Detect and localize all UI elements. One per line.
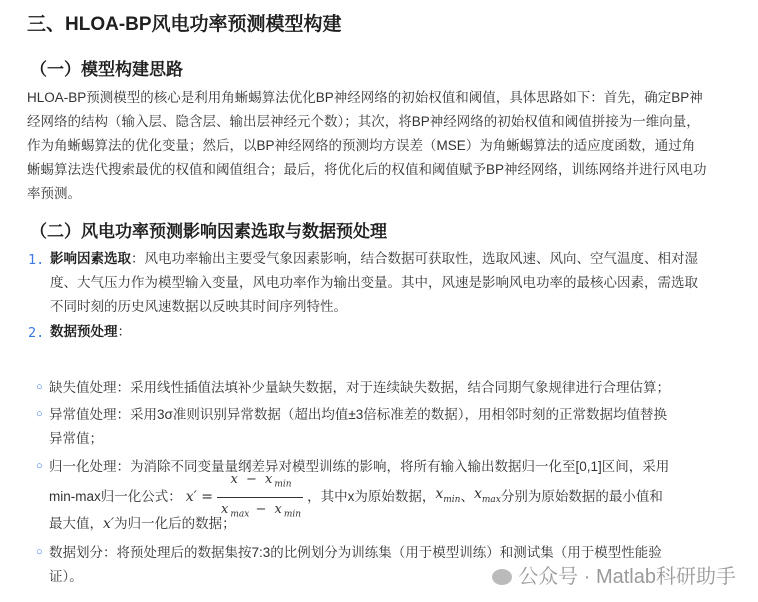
text-line: 异常值处理：采用3σ准则识别异常数据（超出均值±3倍标准差的数据），用相邻时刻的正常数据均值替换: [49, 407, 668, 422]
text: 分别为原始数据的最小值和: [500, 489, 663, 504]
math-var: x: [473, 486, 482, 503]
page-title: 三、HLOA-BP风电功率预测模型构建: [27, 14, 342, 35]
math-xmax: [474, 482, 501, 512]
math-sub: max: [230, 509, 250, 520]
text-line: 作为角蜥蜴算法的优化变量；然后，以BP神经网络的预测均方误差（MSE）为角蜥蜴算法的适应度函数，通过角: [27, 138, 696, 153]
list-item-preprocess: [50, 320, 131, 344]
list-number: 1.: [28, 252, 45, 268]
text-line: 数据划分：将预处理后的数据集按7:3的比例划分为训练集（用于模型训练）和测试集（用于模型性能验: [49, 545, 662, 560]
math-sub: max: [481, 494, 501, 505]
text: min-max归一化公式：: [49, 489, 182, 504]
text-line: 证）。: [49, 569, 83, 584]
list-number: 2.: [28, 325, 45, 341]
math-var: x: [230, 471, 238, 487]
math-sub: min: [274, 479, 292, 490]
math-sub: min: [443, 494, 461, 505]
text: ，其中x为原始数据，: [307, 489, 436, 504]
text-line: 蜥蜴算法迭代搜索最优的权值和阈值组合；最后，将优化后的权值和阈值赋予BP神经网络，训练网络并进行风电功: [27, 162, 707, 177]
section-heading-1: （一）模型构建思路: [30, 60, 183, 79]
section1-paragraph: [27, 86, 707, 206]
math-sub: min: [283, 509, 302, 520]
math-var: x′: [185, 489, 197, 505]
text-line: 异常值；: [49, 431, 103, 446]
math-var: x: [265, 471, 273, 487]
wechat-icon: [492, 569, 512, 585]
text: 、: [460, 489, 474, 504]
text: 为归一化后的数据；: [114, 516, 236, 531]
item-label: 影响因素选取: [50, 251, 131, 266]
colon: ：: [117, 324, 131, 339]
text-line: HLOA-BP预测模型的核心是利用角蜥蜴算法优化BP神经网络的初始权值和阈值，具体思路如下：首先，确定BP神: [27, 90, 703, 105]
bullet-normalization: [49, 455, 669, 536]
bullet-icon: ○: [36, 381, 43, 393]
bullet-icon: ○: [36, 460, 43, 472]
watermark-text: 公众号 · Matlab科研助手: [518, 566, 736, 588]
text: 最大值，: [49, 516, 103, 531]
math-op: −: [246, 471, 257, 487]
bullet-outlier: [49, 403, 667, 451]
text-line: 经网络的结构（输入层、隐含层、输出层神经元个数）；其次，将BP神经网络的初始权值和阈值拼接为一维向量，: [27, 114, 700, 129]
bullet-icon: ○: [36, 408, 43, 420]
math-xmin: [435, 482, 460, 512]
math-var: x′: [103, 516, 115, 532]
list-item-factors: [50, 247, 698, 319]
math-op: −: [255, 501, 267, 517]
text-line: 度、大气压力作为模型输入变量，风电功率作为输出变量。其中，风速是影响风电功率的最核心因素，需选取: [50, 275, 698, 290]
bullet-icon: ○: [36, 546, 43, 558]
text-line: ：风电功率输出主要受气象因素影响，结合数据可获取性，选取风速、风向、空气温度、相对湿: [131, 251, 698, 266]
text-line: 率预测。: [27, 186, 81, 201]
text-line: 归一化处理：为消除不同变量量纲差异对模型训练的影响，将所有输入输出数据归一化至[0,1]区间，采用: [49, 459, 670, 474]
watermark: [492, 560, 736, 589]
item-label: 数据预处理: [50, 324, 118, 339]
math-var: x: [221, 501, 229, 517]
text-line: 不同时刻的历史风速数据以反映其时间序列特性。: [50, 299, 347, 314]
bullet-missing: 缺失值处理：采用线性插值法填补少量缺失数据，对于连续缺失数据，结合同期气象规律进行合理估算；: [49, 380, 670, 395]
math-var: x: [274, 501, 282, 517]
section-heading-2: （二）风电功率预测影响因素选取与数据预处理: [30, 222, 387, 241]
math-op: =: [201, 489, 214, 505]
math-var: x: [435, 486, 444, 503]
